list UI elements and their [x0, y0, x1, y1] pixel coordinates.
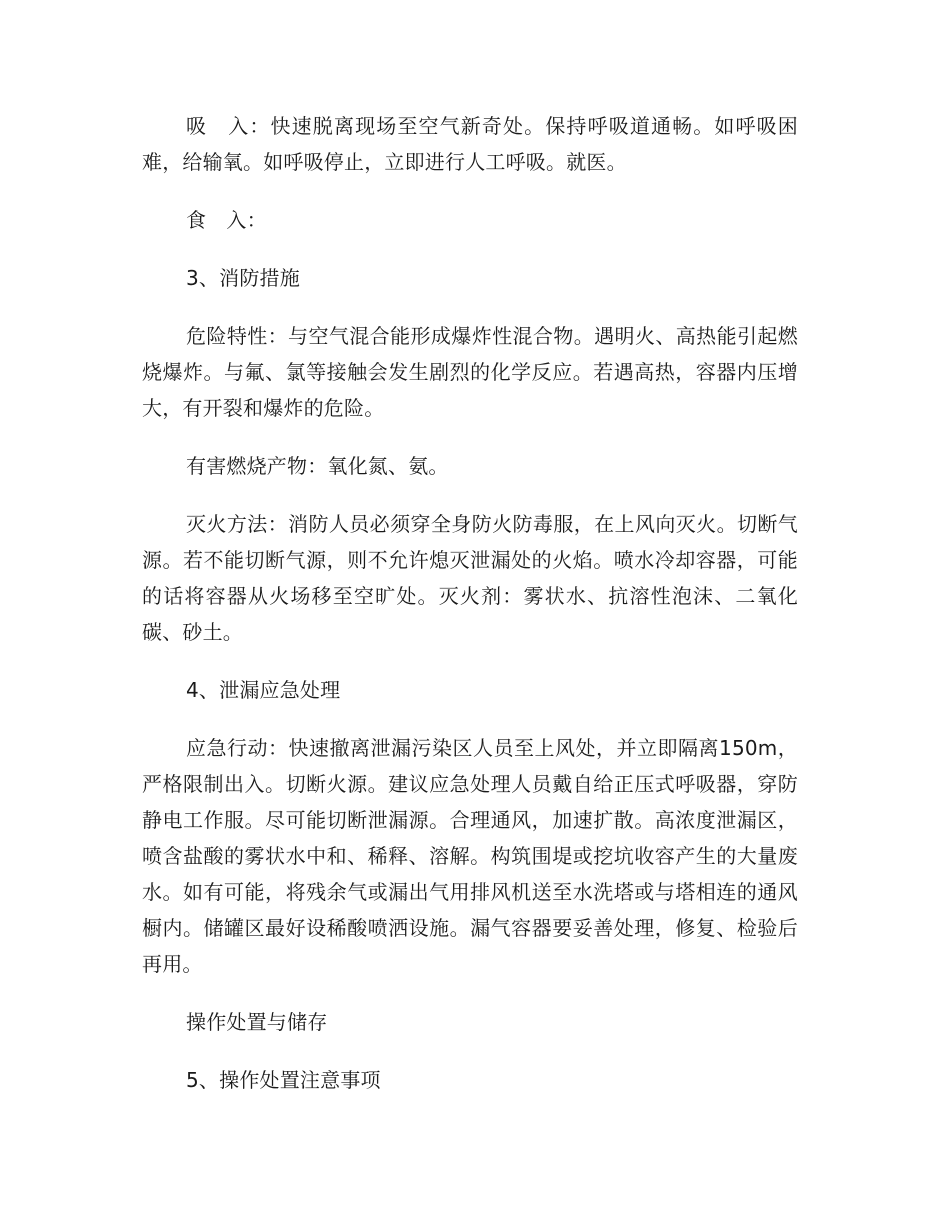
- heading-handling-precautions: 5、操作处置注意事项: [186, 1068, 381, 1092]
- paragraph-ingestion: 食 入：: [186, 208, 267, 232]
- paragraph-hazard-characteristics: 危险特性：与空气混合能形成爆炸性混合物。遇明火、高热能引起燃烧爆炸。与氟、氯等接触会发生剧烈的化学反应。若遇高热，容器内压增大，有开裂和爆炸的危险。: [142, 324, 798, 420]
- paragraph-inhalation: 吸 入：快速脱离现场至空气新奇处。保持呼吸道通畅。如呼吸困难，给输氧。如呼吸停止，立即进行人工呼吸。就医。: [142, 114, 798, 174]
- document-body: [142, 108, 798, 1120]
- heading-leak-emergency: 4、泄漏应急处理: [186, 678, 341, 702]
- paragraph-combustion-products: 有害燃烧产物：氧化氮、氨。: [186, 454, 449, 478]
- paragraph-emergency-action: 应急行动：快速撤离泄漏污染区人员至上风处，并立即隔离150m，严格限制出入。切断火源。建议应急处理人员戴自给正压式呼吸器，穿防静电工作服。尽可能切断泄漏源。合理通风，加速扩散。高浓度泄漏区，喷含盐酸的雾状水中和、稀释、溶解。构筑围堤或挖坑收容产生的大量废水。如有可能，将残余气或漏出气用排风机送至水洗塔或与塔相连的通风橱内。储罐区最好设稀酸喷洒设施。漏气容器要妥善处理，修复、检验后再用。: [142, 736, 798, 976]
- heading-handling-storage: 操作处置与储存: [186, 1010, 328, 1034]
- paragraph-extinguishing-method: 灭火方法：消防人员必须穿全身防火防毒服，在上风向灭火。切断气源。若不能切断气源，则不允许熄灭泄漏处的火焰。喷水冷却容器，可能的话将容器从火场移至空旷处。灭火剂：雾状水、抗溶性泡沫、二氧化碳、砂土。: [142, 512, 798, 644]
- heading-fire-fighting: 3、消防措施: [186, 266, 300, 290]
